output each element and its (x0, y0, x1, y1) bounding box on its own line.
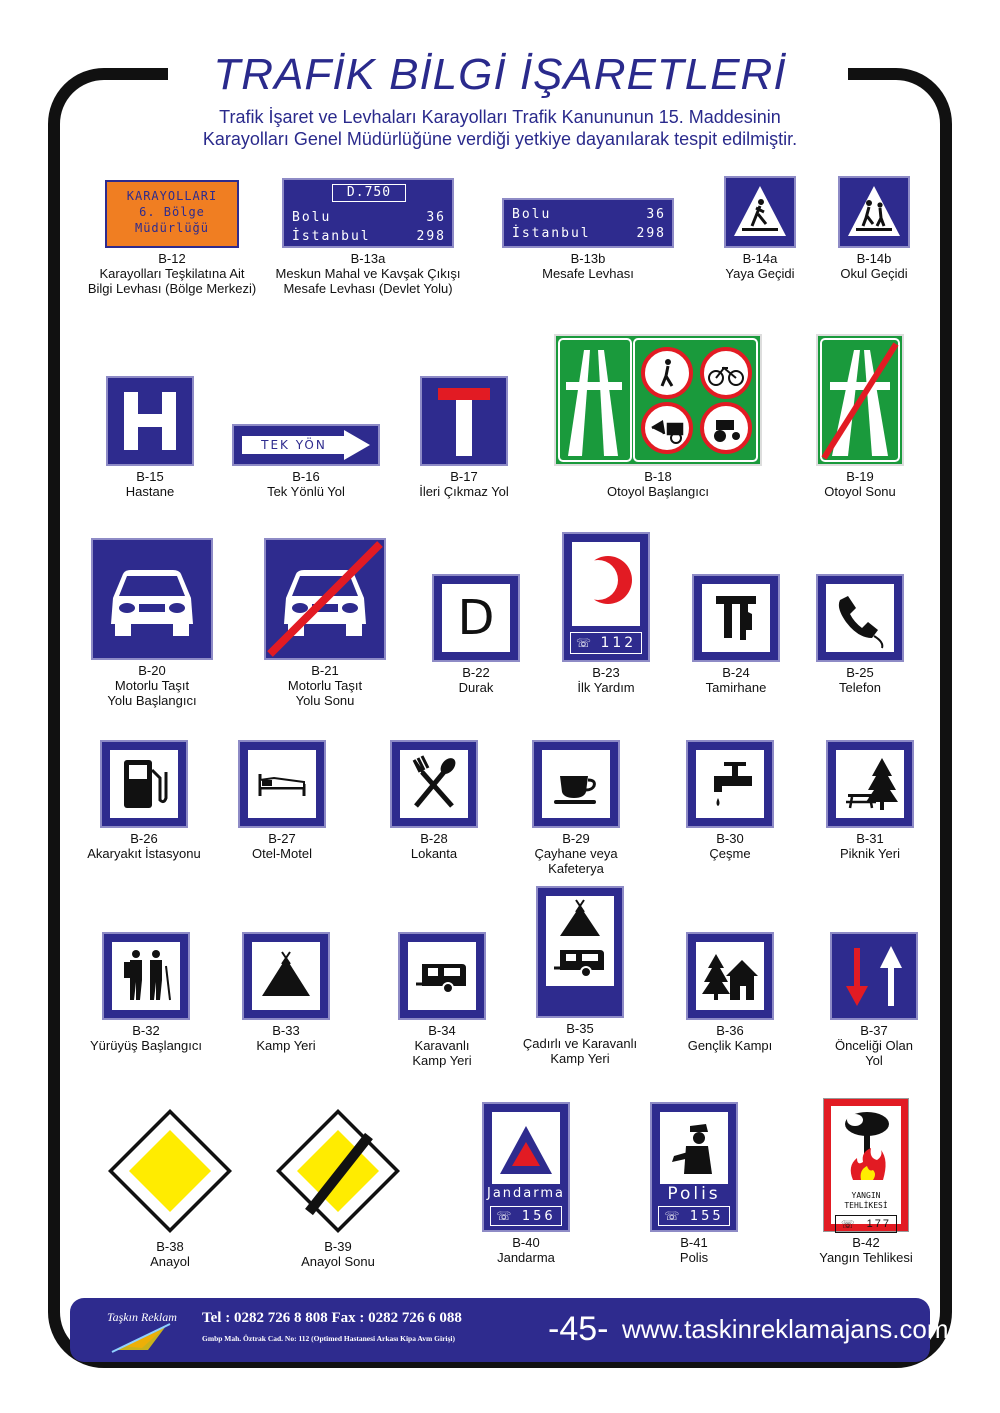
sign-code: B-23 (592, 665, 620, 680)
sign-cell-b22 (416, 574, 536, 695)
fire-danger-label: YANGIN TEHLİKESİ (844, 1191, 888, 1210)
sign-cell-b36 (670, 932, 790, 1053)
sign-cell-b24 (676, 574, 796, 695)
tent-caravan-panel (546, 896, 614, 986)
kgm-info-sign (105, 180, 239, 248)
sign-name: Polis (679, 1250, 709, 1265)
tent-caravan-icon (546, 896, 614, 986)
sign-name: Anayol Sonu (301, 1254, 375, 1269)
sign-name: Karavanlı (414, 1038, 470, 1053)
sign-caption (814, 251, 934, 281)
stop-letter: D (442, 584, 510, 652)
cafe-panel (542, 750, 610, 818)
fuel-pump-icon (110, 750, 178, 818)
sign-code: B-12 (158, 251, 186, 266)
sign-caption (404, 469, 524, 499)
priority-arrows-icon (832, 934, 916, 1018)
fountain-panel (696, 750, 764, 818)
sign-caption (382, 1023, 502, 1068)
kgm-line: KARAYOLLARI (126, 189, 218, 203)
sign-cell-b27 (222, 740, 342, 861)
sign-caption (520, 1021, 640, 1066)
sign-cell-b29 (516, 740, 636, 876)
sign-name: İlk Yardım (577, 680, 635, 695)
hospital-sign (106, 376, 194, 466)
first-aid-panel (572, 542, 640, 626)
sign-caption (268, 1239, 408, 1269)
sign-cell-b35 (520, 886, 640, 1066)
sign-name: Piknik Yeri (840, 846, 900, 861)
priority-over-oncoming-sign (830, 932, 918, 1020)
picnic-panel (836, 750, 904, 818)
gendarmerie-sign (482, 1102, 570, 1232)
destination: İstanbul (512, 226, 591, 241)
caravan-site-sign (398, 932, 486, 1020)
sign-name: Yürüyüş Başlangıcı (89, 1038, 202, 1053)
sign-name: Karayolları Teşkilatına Ait (99, 266, 245, 281)
sign-caption (222, 831, 342, 861)
sign-code: B-29 (562, 831, 590, 846)
sign-name: Mesafe Levhası (Devlet Yolu) (283, 281, 453, 296)
phone-icon: ☏ (840, 1218, 857, 1231)
sign-cell-b33 (226, 932, 346, 1053)
phone-icon: ☏ (664, 1209, 680, 1223)
sign-cell-b17 (404, 376, 524, 499)
sign-code: B-36 (716, 1023, 744, 1038)
sign-code: B-37 (860, 1023, 888, 1038)
motor-road-end-sign (264, 538, 386, 660)
sign-name: Yolu Başlangıcı (107, 693, 197, 708)
subtitle-line: Karayolları Genel Müdürlüğüne verdiği yetkiye dayanılarak tespit edilmiştir. (202, 129, 798, 149)
logo-text: Taşkın Reklam (107, 1310, 177, 1324)
kgm-line: Müdürlüğü (134, 221, 210, 235)
priority-road-end-diamond-icon (273, 1106, 403, 1236)
sign-caption (85, 663, 219, 708)
sign-caption (516, 831, 636, 876)
sign-cell-b25 (800, 574, 920, 695)
distance: 36 (646, 207, 666, 222)
fire-number: 177 (866, 1218, 892, 1230)
sign-cell-b40 (466, 1102, 586, 1265)
camping-panel (252, 942, 320, 1010)
sign-cell-b34 (382, 932, 502, 1068)
bus-stop-sign (432, 574, 520, 662)
main-road-end-sign (273, 1106, 403, 1236)
sign-cell-b13b (488, 198, 688, 281)
motorway-and-prohibitions-icon (556, 336, 760, 464)
hiking-panel (112, 942, 180, 1010)
sign-caption (670, 831, 790, 861)
distance-sign (502, 198, 674, 248)
picnic-sign (826, 740, 914, 828)
sign-cell-b41 (634, 1102, 754, 1265)
fuel-panel (110, 750, 178, 818)
gendarmerie-panel (492, 1112, 560, 1184)
destination: İstanbul (292, 229, 371, 244)
sign-name: İleri Çıkmaz Yol (419, 484, 509, 499)
red-crescent-icon (572, 542, 640, 626)
car-icon (93, 540, 211, 658)
sign-caption (72, 251, 272, 296)
restaurant-panel (400, 750, 468, 818)
sign-cell-b18 (548, 334, 768, 499)
dead-end-icon (422, 378, 506, 464)
sign-caption (90, 469, 210, 499)
sign-name: Tek Yönlü Yol (267, 484, 345, 499)
sign-name: Durak (458, 680, 494, 695)
sign-name: Mesafe Levhası (542, 266, 634, 281)
sign-code: B-26 (130, 831, 158, 846)
sign-code: B-42 (852, 1235, 880, 1250)
sign-caption (226, 1023, 346, 1053)
sign-cell-b42 (806, 1098, 926, 1265)
sign-name: Motorlu Taşıt (114, 678, 190, 693)
tent-icon (252, 942, 320, 1010)
fountain-sign (686, 740, 774, 828)
sign-code: B-13b (570, 251, 606, 266)
sign-code: B-24 (722, 665, 750, 680)
sign-name: Tamirhane (705, 680, 767, 695)
sign-cell-b14b (814, 176, 934, 281)
footer-website[interactable]: www.taskinreklamajans.com (622, 1314, 949, 1344)
first-aid-sign (562, 532, 650, 662)
repair-shop-sign (692, 574, 780, 662)
repair-panel (702, 584, 770, 652)
sign-name: Meskun Mahal ve Kavşak Çıkışı (275, 266, 461, 281)
sign-name: Çayhane veya (534, 846, 618, 861)
distance: 298 (416, 229, 446, 244)
fire-danger-sign (823, 1098, 909, 1232)
sign-cell-b15 (90, 376, 210, 499)
bed-icon (248, 750, 316, 818)
sign-code: B-20 (138, 663, 166, 678)
sign-caption (814, 1023, 934, 1068)
sign-code: B-15 (136, 469, 164, 484)
gendarmerie-number: 156 (521, 1208, 556, 1224)
sign-name: Lokanta (410, 846, 458, 861)
pedestrian-crossing-sign (724, 176, 796, 248)
sign-name: Hastane (125, 484, 175, 499)
sign-code: B-21 (311, 663, 339, 678)
sign-code: B-39 (324, 1239, 352, 1254)
sign-code: B-25 (846, 665, 874, 680)
caravan-icon (408, 942, 476, 1010)
camping-sign (242, 932, 330, 1020)
sign-code: B-34 (428, 1023, 456, 1038)
page-subtitle (0, 106, 1000, 150)
sign-name: Otoyol Başlangıcı (607, 484, 709, 499)
sign-cell-b21 (258, 538, 392, 708)
distance-sign-state-road (282, 178, 454, 248)
fuel-station-sign (100, 740, 188, 828)
sign-code: B-22 (462, 665, 490, 680)
police-number: 155 (689, 1208, 724, 1224)
subtitle-line: Trafik İşaret ve Levhaları Karayolları Trafik Kanununun 15. Maddesinin (219, 107, 781, 127)
sign-cell-b20 (85, 538, 219, 708)
restaurant-sign (390, 740, 478, 828)
sign-caption (488, 251, 688, 281)
fire-danger-panel (831, 1106, 901, 1231)
sign-code: B-30 (716, 831, 744, 846)
sign-code: B-40 (512, 1235, 540, 1250)
phone-icon: ☏ (575, 636, 591, 650)
sign-cell-b38 (100, 1106, 240, 1269)
motorway-end-icon (818, 336, 902, 464)
sign-name: Otel-Motel (252, 846, 312, 861)
sign-cell-b37 (814, 932, 934, 1068)
sign-cell-b26 (84, 740, 204, 861)
motorway-end-sign (816, 334, 904, 466)
sign-name: Yaya Geçidi (725, 266, 795, 281)
telephone-handset-icon (826, 584, 894, 652)
tea-cup-icon (542, 750, 610, 818)
sign-name: Önceliği Olan (834, 1038, 914, 1053)
fork-spoon-icon (400, 750, 468, 818)
sign-code: B-27 (268, 831, 296, 846)
sign-caption (86, 1023, 206, 1053)
sign-code: B-16 (292, 469, 320, 484)
sign-code: B-14a (742, 251, 778, 266)
sign-code: B-38 (156, 1239, 184, 1254)
water-tap-icon (696, 750, 764, 818)
sign-caption (800, 665, 920, 695)
sign-caption (100, 1239, 240, 1269)
sign-name: Yangın Tehlikesi (819, 1250, 913, 1265)
sign-code: B-31 (856, 831, 884, 846)
distance: 36 (426, 210, 446, 225)
police-panel (660, 1112, 728, 1184)
sign-name: Gençlik Kampı (687, 1038, 773, 1053)
sign-code: B-13a (350, 251, 386, 266)
car-crossed-icon (266, 540, 384, 658)
footer-bar (70, 1298, 949, 1362)
dead-end-sign (420, 376, 508, 466)
hiking-sign (102, 932, 190, 1020)
sign-name: Çeşme (709, 846, 751, 861)
sign-name: Otoyol Sonu (824, 484, 896, 499)
sign-name: Kamp Yeri (256, 1038, 316, 1053)
sign-name: Telefon (839, 680, 881, 695)
gendarmerie-triangle-icon (492, 1112, 560, 1184)
hotel-sign (238, 740, 326, 828)
picnic-tree-table-icon (836, 750, 904, 818)
sign-cell-b14a (700, 176, 820, 281)
gendarmerie-label: Jandarma (486, 1186, 565, 1201)
sign-name: Bilgi Levhası (Bölge Merkezi) (87, 281, 257, 296)
sign-caption (84, 831, 204, 861)
tree-fire-icon (831, 1106, 901, 1186)
motorway-start-sign (554, 334, 762, 466)
sign-name: Jandarma (497, 1250, 555, 1265)
school-crossing-icon (840, 178, 908, 246)
sign-cell-b12 (72, 180, 272, 296)
sign-caption (670, 1023, 790, 1053)
company-logo (92, 1306, 192, 1354)
sign-caption (226, 469, 386, 499)
sign-cell-b23 (546, 532, 666, 695)
sign-caption (258, 663, 392, 708)
sign-code: B-17 (450, 469, 478, 484)
road-number: D.750 (332, 184, 406, 202)
sign-cell-b32 (86, 932, 206, 1053)
one-way-text: TEK YÖN (261, 438, 327, 452)
sign-caption (548, 469, 768, 499)
sign-caption (806, 1235, 926, 1265)
motor-road-start-sign (91, 538, 213, 660)
hikers-icon (112, 942, 180, 1010)
sign-code: B-19 (846, 469, 874, 484)
sign-name: Motorlu Taşıt (287, 678, 363, 693)
school-crossing-sign (838, 176, 910, 248)
telephone-panel (826, 584, 894, 652)
sign-cell-b30 (670, 740, 790, 861)
kgm-line: 6. Bölge (139, 205, 205, 219)
sign-caption (700, 251, 820, 281)
page-title: TRAFİK BİLGİ İŞARETLERİ (213, 50, 787, 99)
telephone-sign (816, 574, 904, 662)
pedestrian-crossing-icon (726, 178, 794, 246)
sign-caption (416, 665, 536, 695)
sign-name: Kafeterya (548, 861, 604, 876)
sign-code: B-35 (566, 1021, 594, 1036)
wrench-hammer-icon (702, 584, 770, 652)
sign-caption (374, 831, 494, 861)
sign-name: Akaryakıt İstasyonu (87, 846, 201, 861)
sign-cell-b31 (810, 740, 930, 861)
sign-caption (800, 469, 920, 499)
sign-code: B-41 (680, 1235, 708, 1250)
sign-cell-b28 (374, 740, 494, 861)
sign-cell-b13a (268, 178, 468, 296)
sign-code: B-33 (272, 1023, 300, 1038)
hotel-panel (248, 750, 316, 818)
sign-caption (546, 665, 666, 695)
footer-phone: Tel : 0282 726 8 808 Fax : 0282 726 6 088 (202, 1310, 462, 1326)
distance: 298 (636, 226, 666, 241)
sign-caption (268, 251, 468, 296)
youth-camp-sign (686, 932, 774, 1020)
sign-cell-b39 (268, 1106, 408, 1269)
sign-code: B-18 (644, 469, 672, 484)
sign-cell-b16 (226, 424, 386, 499)
sign-name: Yolu Sonu (295, 693, 355, 708)
sign-caption (676, 665, 796, 695)
sign-cell-b19 (800, 334, 920, 499)
sign-code: B-32 (132, 1023, 160, 1038)
youth-camp-panel (696, 942, 764, 1010)
destination: Bolu (512, 207, 552, 222)
sign-name: Kamp Yeri (412, 1053, 472, 1068)
page-number: -45- (548, 1310, 609, 1348)
sign-name: Kamp Yeri (550, 1051, 610, 1066)
sign-caption (466, 1235, 586, 1265)
cafe-sign (532, 740, 620, 828)
sign-code: B-14b (856, 251, 892, 266)
caravan-panel (408, 942, 476, 1010)
footer-address: Gmbp Mah. Öztrak Cad. No: 112 (Optimed Hastanesi Arkası Kipa Avm Girişi) (202, 1334, 455, 1343)
police-label: Polis (667, 1184, 721, 1204)
priority-road-diamond-icon (105, 1106, 235, 1236)
destination: Bolu (292, 210, 332, 225)
sign-caption (634, 1235, 754, 1265)
tree-house-icon (696, 942, 764, 1010)
sign-name: Anayol (150, 1254, 190, 1269)
sign-code: B-28 (420, 831, 448, 846)
hospital-h-icon (108, 378, 192, 464)
one-way-sign (232, 424, 380, 466)
phone-icon: ☏ (496, 1209, 512, 1223)
sign-name: Okul Geçidi (840, 266, 908, 281)
first-aid-number: 112 (600, 635, 637, 651)
sign-caption (810, 831, 930, 861)
police-officer-icon (660, 1112, 728, 1184)
police-sign (650, 1102, 738, 1232)
sign-name: Çadırlı ve Karavanlı (522, 1036, 638, 1051)
tent-caravan-site-sign (536, 886, 624, 1018)
sign-name: Yol (865, 1053, 883, 1068)
main-road-sign (105, 1106, 235, 1236)
